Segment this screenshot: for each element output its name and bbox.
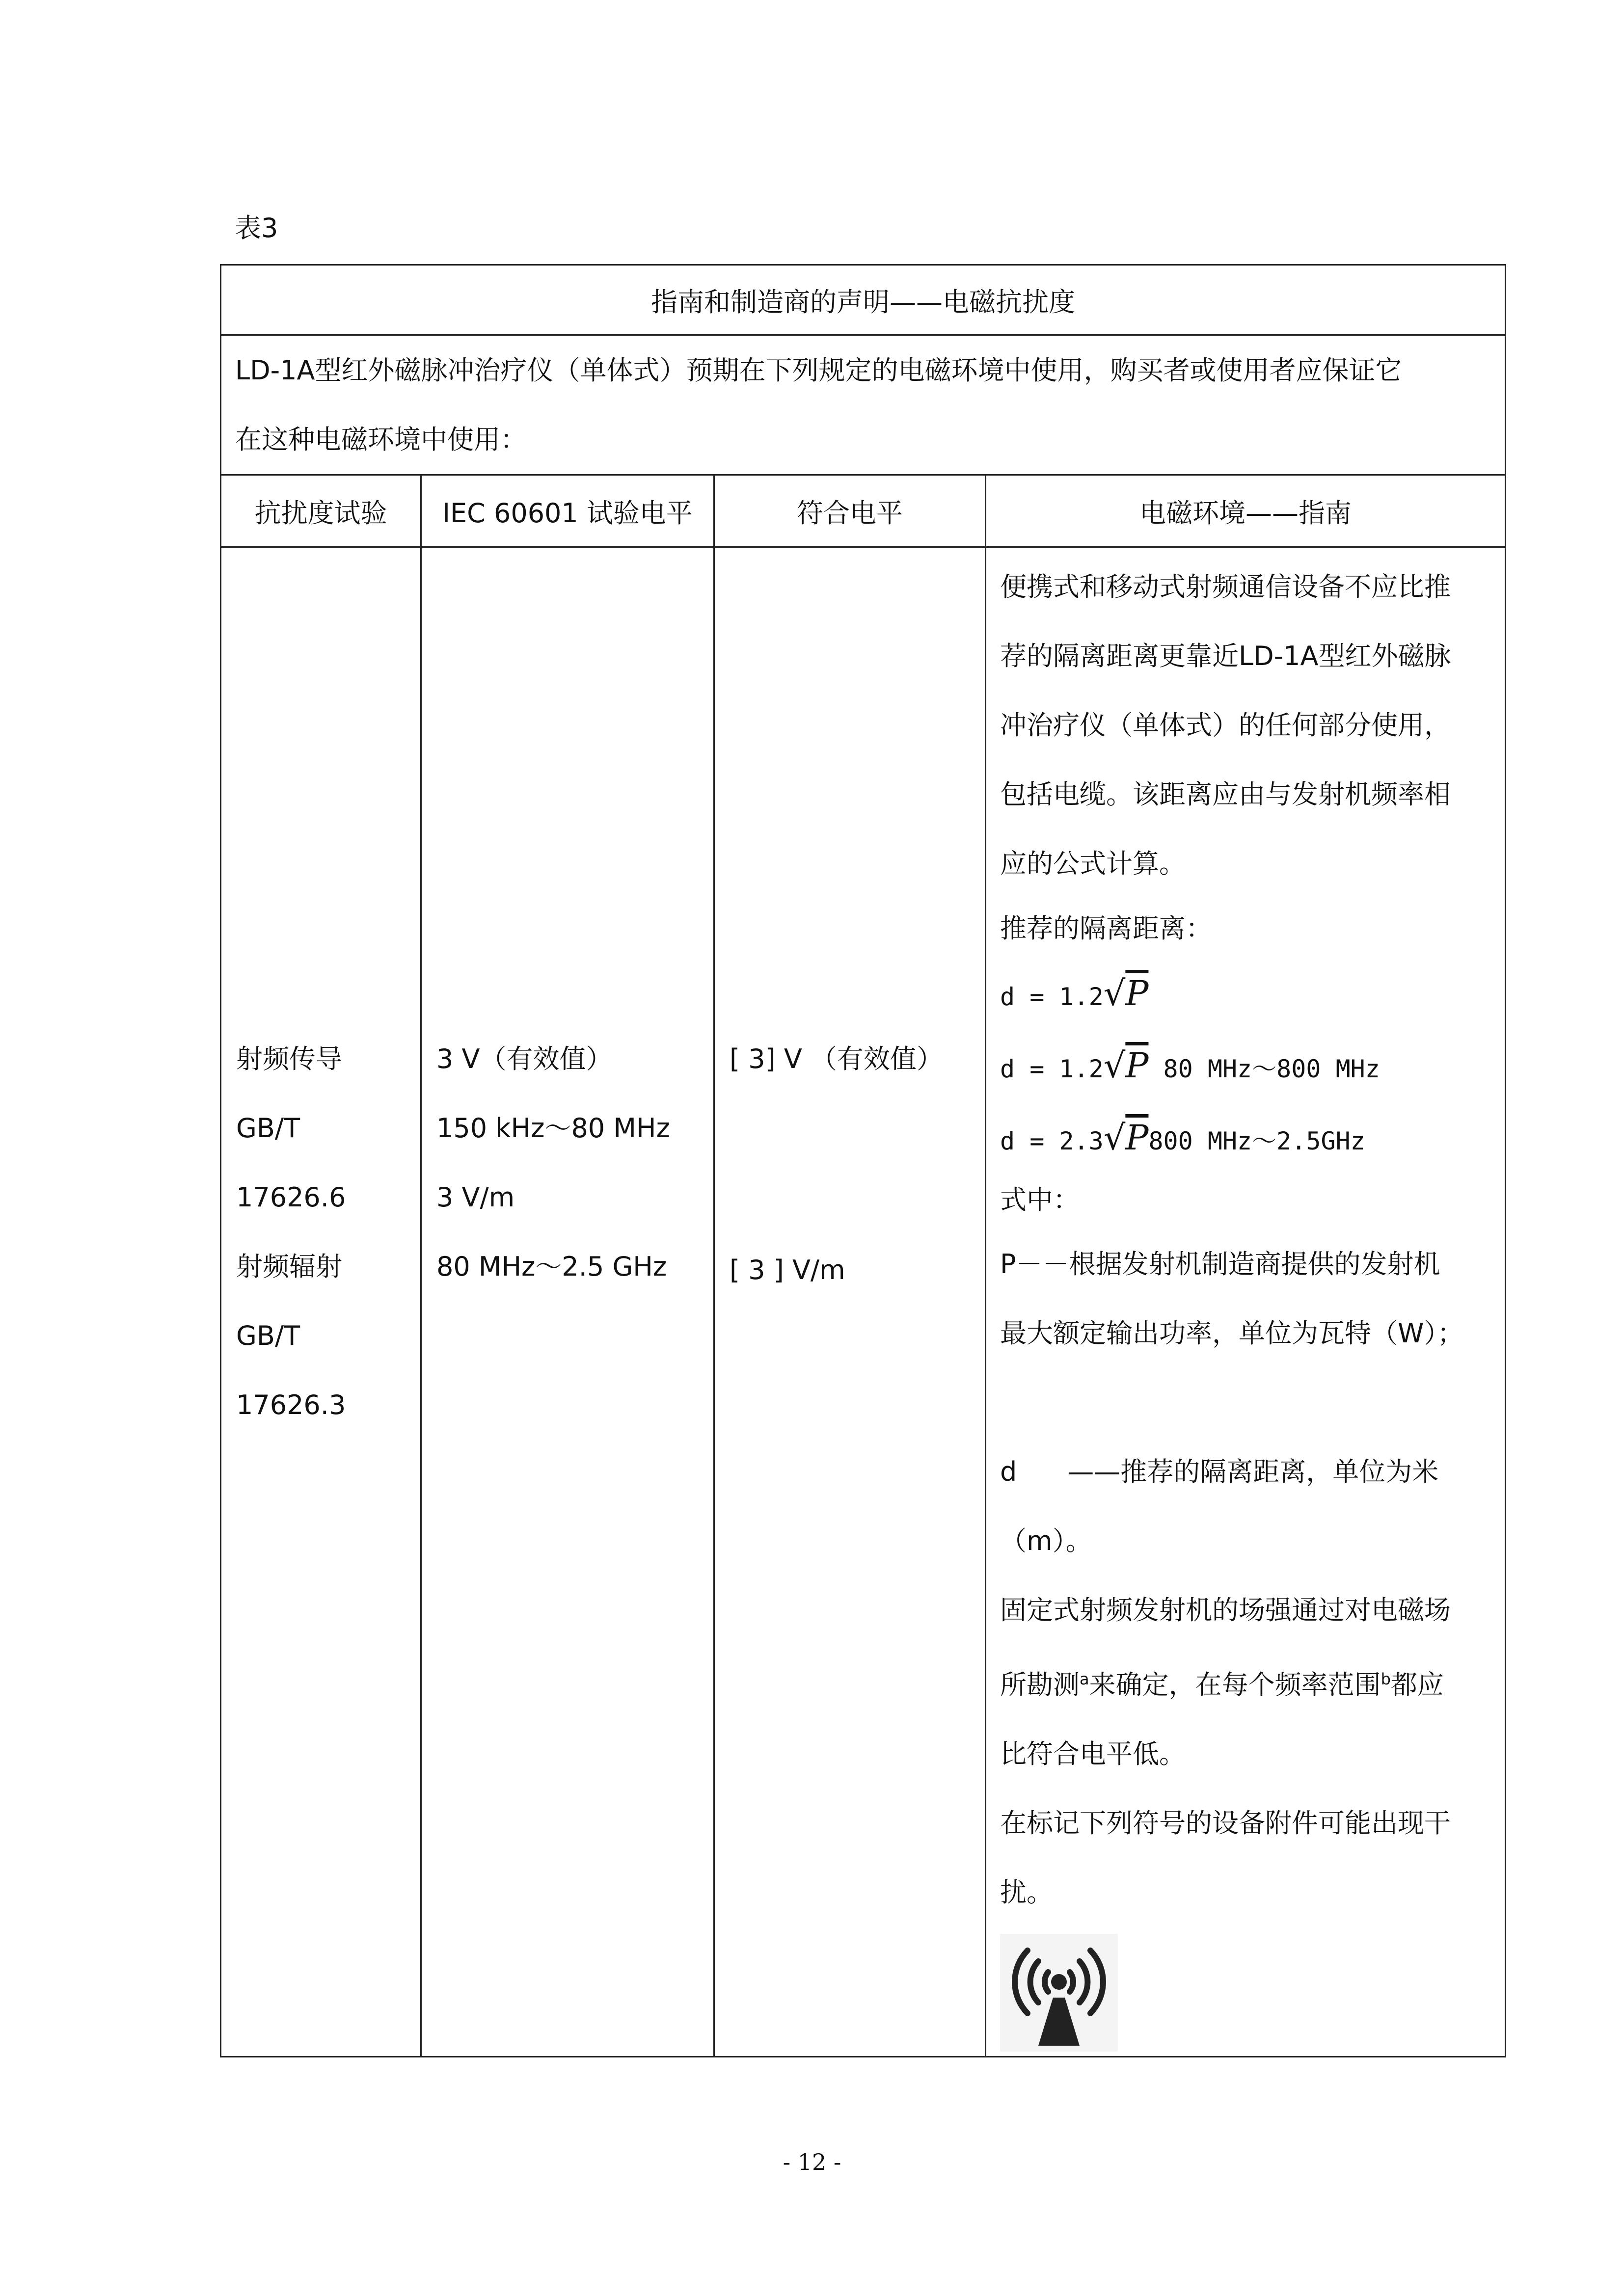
test-level-value: 3 V/m bbox=[436, 1182, 515, 1213]
test-standard: GB/T bbox=[236, 1113, 300, 1144]
test-standard-number: 17626.3 bbox=[236, 1389, 346, 1420]
intro-line-1: LD-1A型红外磁脉冲治疗仪（单体式）预期在下列规定的电磁环境中使用，购买者或使用者应保证它 bbox=[235, 355, 1402, 386]
intro-line-2: 在这种电磁环境中使用： bbox=[235, 424, 527, 455]
guidance-line: 包括电缆。该距离应由与发射机频率相 bbox=[1000, 779, 1451, 810]
formula-prefix: d = 1.2 bbox=[1000, 983, 1104, 1011]
test-level-range: 150 kHz～80 MHz bbox=[436, 1113, 670, 1144]
interference-text: 在标记下列符号的设备附件可能出现干 bbox=[1000, 1808, 1451, 1839]
emc-immunity-table bbox=[220, 264, 1506, 2057]
interference-text: 扰。 bbox=[1000, 1877, 1053, 1908]
p-definition: 最大额定输出功率，单位为瓦特（W）； bbox=[1000, 1318, 1464, 1349]
header-test-level: IEC 60601 试验电平 bbox=[421, 475, 714, 547]
d-definition: （m）。 bbox=[1000, 1525, 1092, 1556]
test-level-cell bbox=[421, 547, 714, 2057]
compliance-value: [ 3] V （有效值） bbox=[730, 1043, 943, 1074]
intro-text bbox=[221, 335, 1506, 475]
formula-1 bbox=[1000, 959, 1491, 1031]
footnote-a: a bbox=[1080, 1670, 1089, 1688]
compliance-level-cell bbox=[714, 547, 986, 2057]
test-level-value: 3 V（有效值） bbox=[436, 1043, 613, 1074]
header-guidance: 电磁环境——指南 bbox=[986, 475, 1506, 547]
where-label: 式中： bbox=[1000, 1184, 1080, 1215]
formula-3 bbox=[1000, 1103, 1491, 1175]
recommended-distance-label: 推荐的隔离距离： bbox=[1000, 913, 1212, 944]
d-definition: d ——推荐的隔离距离，单位为米 bbox=[1000, 1456, 1439, 1487]
fixed-transmitter-text: 比符合电平低。 bbox=[1000, 1738, 1186, 1769]
test-standard: GB/T bbox=[236, 1320, 300, 1351]
formula-range: 80 MHz～800 MHz bbox=[1148, 1055, 1380, 1083]
header-compliance-level: 符合电平 bbox=[714, 475, 986, 547]
immunity-test-cell bbox=[221, 547, 421, 2057]
compliance-value: [ 3 ] V/m bbox=[730, 1255, 845, 1285]
formula-2 bbox=[1000, 1031, 1491, 1103]
guidance-line: 荐的隔离距离更靠近LD-1A型红外磁脉 bbox=[1000, 641, 1451, 671]
guidance-line: 便携式和移动式射频通信设备不应比推 bbox=[1000, 571, 1451, 602]
footnote-b: b bbox=[1380, 1670, 1391, 1688]
formula-range: 800 MHz～2.5GHz bbox=[1148, 1127, 1365, 1155]
fixed-transmitter-text: 所勘测$^a$来确定，在每个频率范围$^b$都应 bbox=[1000, 1669, 1444, 1700]
formula-prefix: d = 2.3 bbox=[1000, 1127, 1104, 1155]
guidance-line: 冲治疗仪（单体式）的任何部分使用， bbox=[1000, 710, 1451, 741]
guidance-cell bbox=[986, 547, 1506, 2057]
guidance-line: 应的公式计算。 bbox=[1000, 848, 1186, 879]
non-ionizing-radiation-icon bbox=[1000, 1934, 1118, 2052]
test-name: 射频传导 bbox=[236, 1043, 342, 1074]
sqrt-symbol: √P bbox=[1103, 973, 1149, 1014]
test-name: 射频辐射 bbox=[236, 1251, 342, 1282]
sqrt-symbol: √P bbox=[1103, 1118, 1149, 1158]
p-definition: P－－根据发射机制造商提供的发射机 bbox=[1000, 1249, 1440, 1280]
fixed-transmitter-text: 固定式射频发射机的场强通过对电磁场 bbox=[1000, 1595, 1451, 1626]
sqrt-symbol: √P bbox=[1103, 1045, 1149, 1086]
table-caption: 表3 bbox=[235, 213, 278, 243]
test-standard-number: 17626.6 bbox=[236, 1182, 346, 1213]
formula-prefix: d = 1.2 bbox=[1000, 1055, 1104, 1083]
page-number: - 12 - bbox=[783, 2149, 841, 2175]
test-level-range: 80 MHz～2.5 GHz bbox=[436, 1251, 667, 1282]
table-title: 指南和制造商的声明——电磁抗扰度 bbox=[221, 265, 1506, 335]
header-immunity-test: 抗扰度试验 bbox=[221, 475, 421, 547]
